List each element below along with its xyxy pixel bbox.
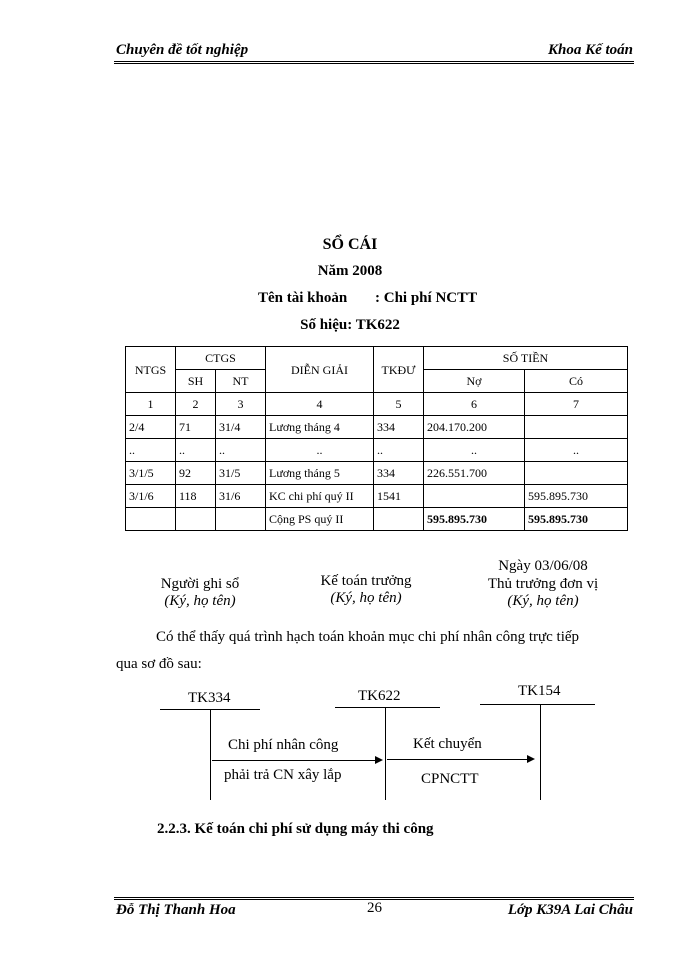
signature-head (468, 576, 618, 610)
footer-class: Lớp K39A Lai Châu (507, 902, 633, 918)
account-code: Số hiệu: TK622 (300, 317, 400, 333)
section-heading: 2.2.3. Kế toán chi phí sử dụng máy thi công (157, 821, 434, 837)
account-name-value: : Chi phí NCTT (375, 290, 478, 306)
cell-tkdu: 334 (374, 462, 424, 485)
col-ctgs: CTGS (176, 347, 266, 370)
cell-tkdu: .. (374, 439, 424, 462)
signature-date: Ngày 03/06/08 (498, 558, 588, 574)
cell-no: 204.170.200 (424, 416, 525, 439)
index-cell: 3 (216, 393, 266, 416)
cell-ntgs: 3/1/6 (126, 485, 176, 508)
index-cell: 1 (126, 393, 176, 416)
index-cell: 6 (424, 393, 525, 416)
col-no: Nợ (424, 370, 525, 393)
flow2-label-a: Kết chuyển (413, 736, 482, 752)
cell-ntgs: 3/1/5 (126, 462, 176, 485)
table-row (126, 462, 628, 485)
cell-dien-giai: KC chi phí quý II (266, 485, 374, 508)
account-name-label: Tên tài khoản (258, 290, 348, 306)
cell-dien-giai: Lương tháng 4 (266, 416, 374, 439)
cell-nt: .. (216, 439, 266, 462)
cell-co (525, 462, 628, 485)
cell-co: .. (525, 439, 628, 462)
cell-tkdu: 1541 (374, 485, 424, 508)
cell-ntgs: 2/4 (126, 416, 176, 439)
tk154-top-line (480, 704, 595, 705)
cell-nt: 31/4 (216, 416, 266, 439)
tk154-label: TK154 (518, 683, 561, 699)
cell-sh: 92 (176, 462, 216, 485)
table-index-row (126, 393, 628, 416)
index-cell: 7 (525, 393, 628, 416)
signature-chief-accountant (296, 573, 436, 607)
footer-author: Đỗ Thị Thanh Hoa (116, 902, 236, 918)
col-sh: SH (176, 370, 216, 393)
ledger-title: SỔ CÁI (322, 236, 378, 253)
cell-empty (176, 508, 216, 531)
total-label: Cộng PS quý II (266, 508, 374, 531)
flow1-label-a: Chi phí nhân công (228, 737, 339, 753)
col-so-tien: SỐ TIỀN (424, 347, 628, 370)
chief-accountant-title: Kế toán trưởng (320, 573, 412, 589)
head-note: (Ký, họ tên) (507, 593, 579, 609)
cell-co (525, 416, 628, 439)
ledger-table (125, 346, 628, 531)
index-cell: 4 (266, 393, 374, 416)
header-right: Khoa Kế toán (547, 42, 633, 58)
cell-sh: 71 (176, 416, 216, 439)
col-ntgs: NTGS (126, 347, 176, 393)
cell-co: 595.895.730 (525, 485, 628, 508)
flow2-label-b: CPNCTT (421, 771, 479, 787)
cell-sh: .. (176, 439, 216, 462)
col-tkdu: TKĐƯ (374, 347, 424, 393)
flow1-label-b: phải trả CN xây lắp (224, 767, 342, 783)
flow1-arrow-line (212, 760, 375, 761)
recorder-note: (Ký, họ tên) (164, 593, 236, 609)
chief-accountant-note: (Ký, họ tên) (330, 590, 402, 606)
cell-dien-giai: Lương tháng 5 (266, 462, 374, 485)
cell-sh: 118 (176, 485, 216, 508)
table-total-row (126, 508, 628, 531)
cell-tkdu: 334 (374, 416, 424, 439)
paragraph-line-1: Có thể thấy quá trình hạch toán khoản mục chi phí nhân công trực tiếp (156, 629, 580, 645)
tk334-vertical-line (210, 709, 211, 800)
paragraph-line-2: qua sơ đồ sau: (116, 656, 202, 672)
footer-rule (114, 897, 634, 898)
tk622-top-line (335, 707, 440, 708)
flow1-arrowhead-icon (375, 756, 383, 764)
col-co: Có (525, 370, 628, 393)
signature-recorder (130, 576, 270, 610)
cell-no: 226.551.700 (424, 462, 525, 485)
flow2-arrowhead-icon (527, 755, 535, 763)
cell-nt: 31/6 (216, 485, 266, 508)
cell-nt: 31/5 (216, 462, 266, 485)
col-nt: NT (216, 370, 266, 393)
cell-ntgs: .. (126, 439, 176, 462)
tk622-vertical-line (385, 707, 386, 800)
recorder-title: Người ghi sổ (160, 576, 240, 592)
table-header-row (126, 347, 628, 370)
tk622-label: TK622 (358, 688, 401, 704)
header-left: Chuyên đề tốt nghiệp (116, 42, 249, 58)
header-rule (114, 61, 634, 62)
tk154-vertical-line (540, 704, 541, 800)
cell-empty (216, 508, 266, 531)
cell-dien-giai: .. (266, 439, 374, 462)
header-rule-2 (114, 63, 634, 64)
total-no: 595.895.730 (424, 508, 525, 531)
page-number: 26 (367, 900, 382, 916)
total-co: 595.895.730 (525, 508, 628, 531)
flow2-arrow-line (387, 759, 528, 760)
cell-empty (126, 508, 176, 531)
index-cell: 5 (374, 393, 424, 416)
table-row (126, 416, 628, 439)
table-row (126, 485, 628, 508)
cell-no: .. (424, 439, 525, 462)
cell-no (424, 485, 525, 508)
tk334-label: TK334 (188, 690, 231, 706)
index-cell: 2 (176, 393, 216, 416)
table-row (126, 439, 628, 462)
cell-empty (374, 508, 424, 531)
col-dien-giai: DIỄN GIẢI (266, 347, 374, 393)
head-title: Thủ trưởng đơn vị (487, 576, 599, 592)
ledger-year: Năm 2008 (317, 263, 383, 279)
